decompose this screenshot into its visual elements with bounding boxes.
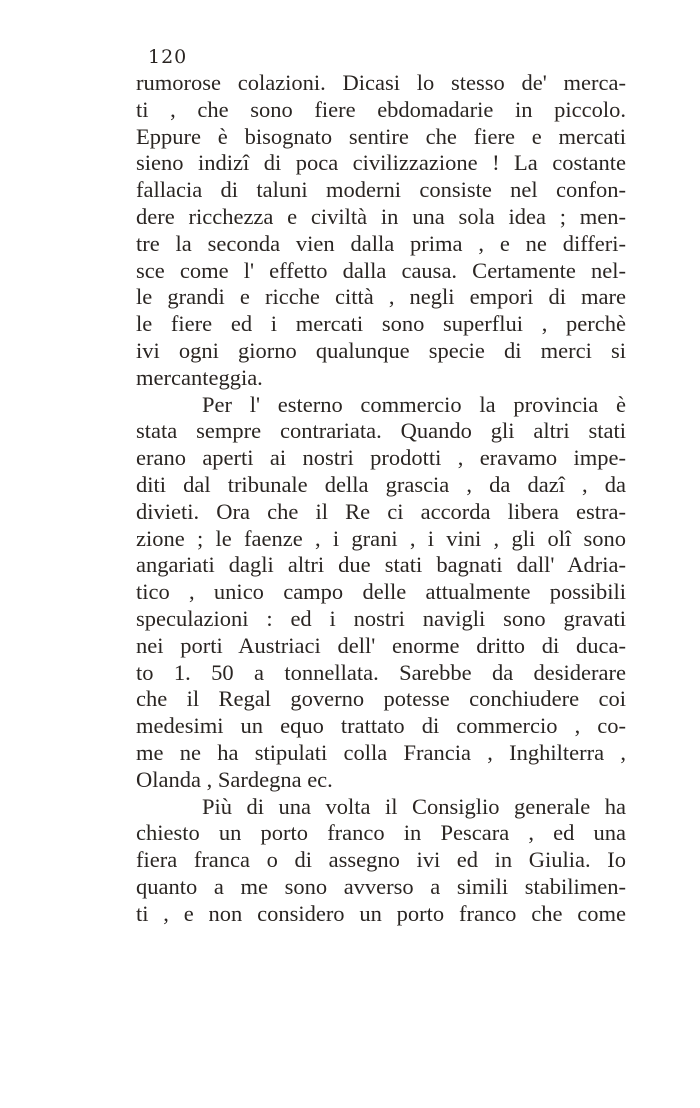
text-line: sieno indizî di poca civilizzazione ! La costante: [136, 150, 626, 176]
text-line: Per l' esterno commercio la provincia è: [202, 391, 626, 417]
text-line: mercanteggia.: [136, 364, 263, 390]
text-line: tre la seconda vien dalla prima , e ne differi-: [136, 230, 626, 256]
text-line: me ne ha stipulati colla Francia , Inghilterra ,: [136, 739, 626, 765]
text-line: le fiere ed i mercati sono superflui , perchè: [136, 311, 626, 337]
text-line: rumorose colazioni. Dicasi lo stesso de' merca-: [136, 70, 626, 95]
text-line: to 1. 50 a tonnellata. Sarebbe da desiderare: [136, 659, 626, 685]
text-line: nei porti Austriaci dell' enorme dritto di duca-: [136, 632, 626, 658]
text-line: ti , e non considero un porto franco che come: [136, 900, 626, 926]
text-line: stata sempre contrariata. Quando gli altri stati: [136, 418, 626, 444]
text-line: ti , che sono fiere ebdomadarie in piccolo.: [136, 96, 626, 122]
page-number: 120: [148, 46, 188, 68]
paragraph: [136, 392, 626, 794]
text-line: medesimi un equo trattato di commercio , co-: [136, 713, 626, 739]
text-line: fiera franca o di assegno ivi ed in Giulia. Io: [136, 847, 626, 873]
text-line: diti dal tribunale della grascia , da dazî , da: [136, 471, 626, 497]
text-line: ivi ogni giorno qualunque specie di merci si: [136, 337, 626, 363]
text-line: le grandi e ricche città , negli empori di mare: [136, 284, 626, 310]
text-line: fallacia di taluni moderni consiste nel confon-: [136, 177, 626, 203]
text-line: chiesto un porto franco in Pescara , ed una: [136, 820, 626, 846]
text-line: divieti. Ora che il Re ci accorda libera estra-: [136, 498, 626, 524]
text-line: Più di una volta il Consiglio generale ha: [202, 793, 626, 819]
text-line: tico , unico campo delle attualmente possibili: [136, 579, 626, 605]
body-text: [136, 70, 626, 928]
text-line: dere ricchezza e civiltà in una sola idea ; men-: [136, 203, 626, 229]
text-line: erano aperti ai nostri prodotti , eravamo impe-: [136, 445, 626, 471]
text-line: Olanda , Sardegna ec.: [136, 766, 333, 792]
text-line: speculazioni : ed i nostri navigli sono gravati: [136, 605, 626, 631]
text-line: Eppure è bisognato sentire che fiere e mercati: [136, 123, 626, 149]
text-line: sce come l' effetto dalla causa. Certamente nel-: [136, 257, 626, 283]
text-line: che il Regal governo potesse conchiudere coi: [136, 686, 626, 712]
text-line: angariati dagli altri due stati bagnati dall' Adria-: [136, 552, 626, 578]
paragraph: [136, 70, 626, 392]
paragraph: [136, 794, 626, 928]
text-line: zione ; le faenze , i grani , i vini , gli olî sono: [136, 525, 626, 551]
text-line: quanto a me sono avverso a simili stabilimen-: [136, 873, 626, 899]
